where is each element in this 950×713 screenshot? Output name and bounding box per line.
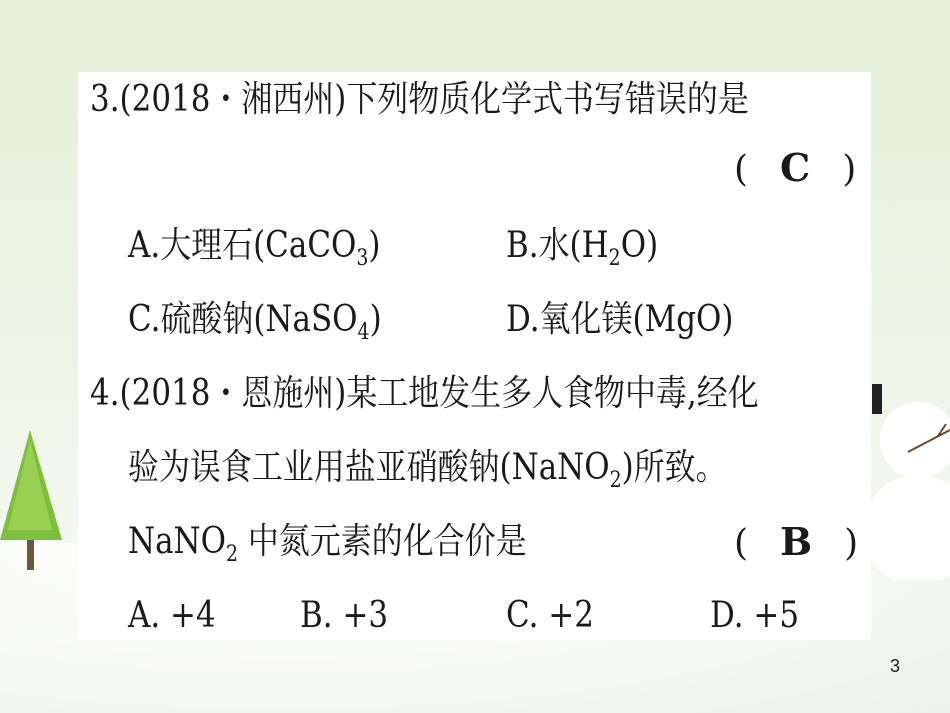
q4-answer-close: ) — [844, 523, 859, 564]
page-number: 3 — [889, 656, 900, 676]
q4-answer-bracket — [734, 520, 858, 566]
q4-option-d: D. +5 — [710, 595, 800, 636]
q4-option-a: A. +4 — [128, 595, 216, 636]
q3-answer-bracket — [734, 146, 856, 192]
q4-answer: B — [780, 519, 813, 564]
q3-option-b: B.水$(H_2O)$ — [506, 225, 659, 271]
q3-answer-close: ) — [842, 149, 857, 190]
q3-answer: C — [780, 145, 811, 190]
q3-option-a: A.大理石(CaCO$_3$) — [128, 225, 381, 271]
question-panel — [78, 72, 871, 640]
snowman-decoration — [858, 360, 950, 580]
q4-stem-line1: 4.(2018・恩施州)某工地发生多人食物中毒,经化 — [90, 373, 759, 414]
q4-answer-open: ( — [734, 523, 749, 564]
q3-answer-open: ( — [734, 149, 749, 190]
q3-stem: 3.(2018・湘西州)下列物质化学式书写错误的是 — [90, 79, 749, 120]
q4-stem-line2: 验为误食工业用盐亚硝酸钠(NaNO$_2$)所致。 — [128, 447, 727, 493]
q4-option-c: C. +2 — [506, 595, 594, 636]
pine-tree-decoration — [0, 430, 70, 580]
q4-option-b: B. +3 — [300, 595, 389, 636]
q4-stem-line3: NaNO$_2$ 中氮元素的化合价是 — [128, 521, 527, 567]
q3-option-d: D.氧化镁(MgO) — [506, 299, 734, 340]
q3-option-c: C.硫酸钠(NaSO$_4$) — [128, 299, 382, 345]
